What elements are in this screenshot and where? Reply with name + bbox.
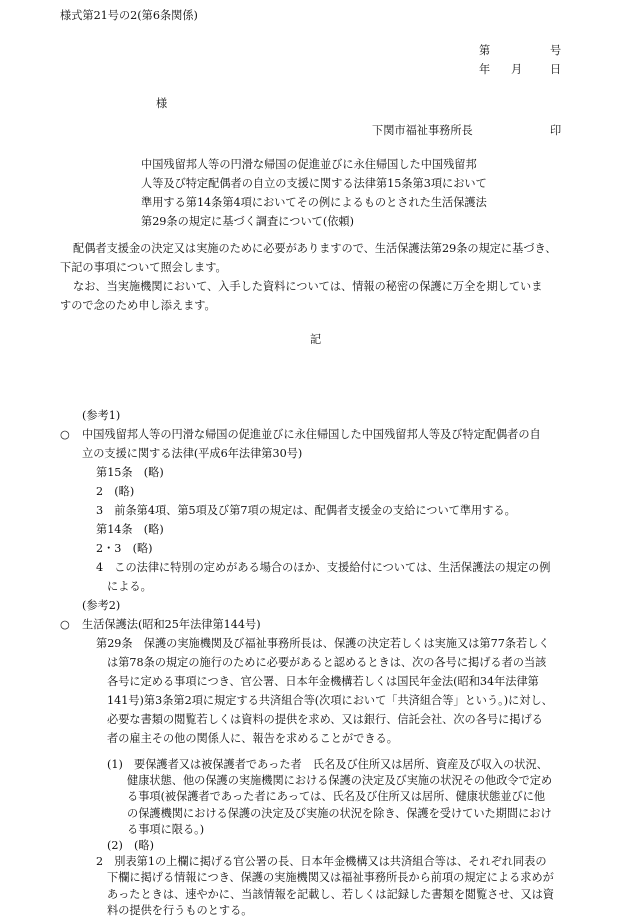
law-title-line: 中国残留邦人等の円滑な帰国の促進並びに永住帰国した中国残留邦人等及び特定配偶者の自 — [82, 428, 541, 441]
title-line: 人等及び特定配偶者の自立の支援に関する法律第15条第3項において — [141, 177, 487, 190]
article-29-line: 必要な書類の閲覧若しくは資料の提供を求め、又は銀行、信託会社、次の各号に掲げる — [107, 713, 543, 726]
body-paragraph-line: 配偶者支援金の決定又は実施のために必要がありますので、生活保護法第29条の規定に基づき、 — [73, 242, 557, 255]
paragraph-2-line: あったときは、速やかに、当該情報を記載し、若しくは記録した書類を閲覧させ、又は資 — [107, 887, 555, 901]
body-paragraph-line: 下記の事項について照会します。 — [60, 261, 227, 274]
date-month: 月 — [511, 63, 523, 76]
title-line: 第29条の規定に基づく調査について(依頼) — [141, 215, 354, 228]
article-29-line: 第29条 保護の実施機関及び福祉事務所長は、保護の決定若しくは実施又は第77条若しく — [96, 637, 550, 650]
item-1-line: る事項(被保護者であった者にあっては、氏名及び住所又は居所、健康状態並びに他 — [127, 790, 546, 804]
date-day: 日 — [550, 63, 562, 76]
number-label: 第 — [479, 44, 491, 57]
date-year: 年 — [479, 63, 491, 76]
form-number: 様式第21号の2(第6条関係) — [60, 9, 198, 22]
sender-name: 下関市福祉事務所長 — [372, 124, 473, 137]
item-1-line: の保護機関における保護の決定及び実施の状況を除き、保護を受けていた期間におけ — [127, 806, 552, 820]
title-line: 中国残留邦人等の円滑な帰国の促進並びに永住帰国した中国残留邦 — [141, 158, 477, 171]
item-1-line: る事項に限る。) — [127, 822, 205, 836]
item-2: (2) (略) — [107, 839, 154, 852]
title-line: 準用する第14条第4項においてその例によるものとされた生活保護法 — [141, 196, 487, 209]
ki-heading: 記 — [310, 333, 322, 346]
paragraph-2-line: 2 別表第1の上欄に掲げる官公署の長、日本年金機構又は共済組合等は、それぞれ同表の — [96, 855, 547, 869]
article-29-line: 各号に定める事項につき、官公署、日本年金機構若しくは国民年金法(昭和34年法律第 — [107, 675, 539, 688]
law-title-line: 立の支援に関する法律(平成6年法律第30号) — [82, 447, 303, 460]
article-item: による。 — [107, 580, 152, 593]
article-item: 3 前条第4項、第5項及び第7項の規定は、配偶者支援金の支給について準用する。 — [96, 504, 516, 517]
article-item: 2 (略) — [96, 485, 135, 498]
article-heading: 第14条 (略) — [96, 523, 164, 536]
bullet-circle: ○ — [60, 618, 70, 631]
seal-mark: 印 — [550, 124, 562, 137]
article-item: 4 この法律に特別の定めがある場合のほか、支援給付については、生活保護法の規定の例 — [96, 561, 551, 574]
item-1-line: 健康状態、他の保護の実施機関における保護の決定及び実施の状況その他政令で定め — [127, 774, 553, 788]
body-paragraph-line: なお、当実施機関において、入手した資料については、情報の秘密の保護に万全を期していま — [73, 280, 543, 293]
reference-label: (参考2) — [82, 599, 121, 612]
paragraph-2-line: 料の提供を行うものとする。 — [107, 903, 253, 917]
article-29-line: 141号)第3条第2項に規定する共済組合等(次項において「共済組合等」という。)に対し、 — [107, 694, 553, 707]
article-29-line: は第78条の規定の施行のために必要があると認めるときは、次の各号に掲げる者の当該 — [107, 656, 547, 669]
law-title: 生活保護法(昭和25年法律第144号) — [82, 618, 261, 631]
number-suffix: 号 — [550, 44, 562, 57]
body-paragraph-line: すので念のため申し添えます。 — [60, 299, 216, 312]
bullet-circle: ○ — [60, 428, 70, 441]
paragraph-2-line: 下欄に掲げる情報につき、保護の実施機関又は福祉事務所長から前項の規定による求めが — [107, 871, 554, 885]
article-item: 2・3 (略) — [96, 542, 153, 555]
article-heading: 第15条 (略) — [96, 466, 164, 479]
item-1-line: (1) 要保護者又は被保護者であった者 氏名及び住所又は居所、資産及び収入の状況、 — [107, 758, 548, 771]
article-29-line: 者の雇主その他の関係人に、報告を求めることができる。 — [107, 732, 398, 745]
addressee-suffix: 様 — [156, 97, 168, 110]
reference-label: (参考1) — [82, 409, 121, 422]
